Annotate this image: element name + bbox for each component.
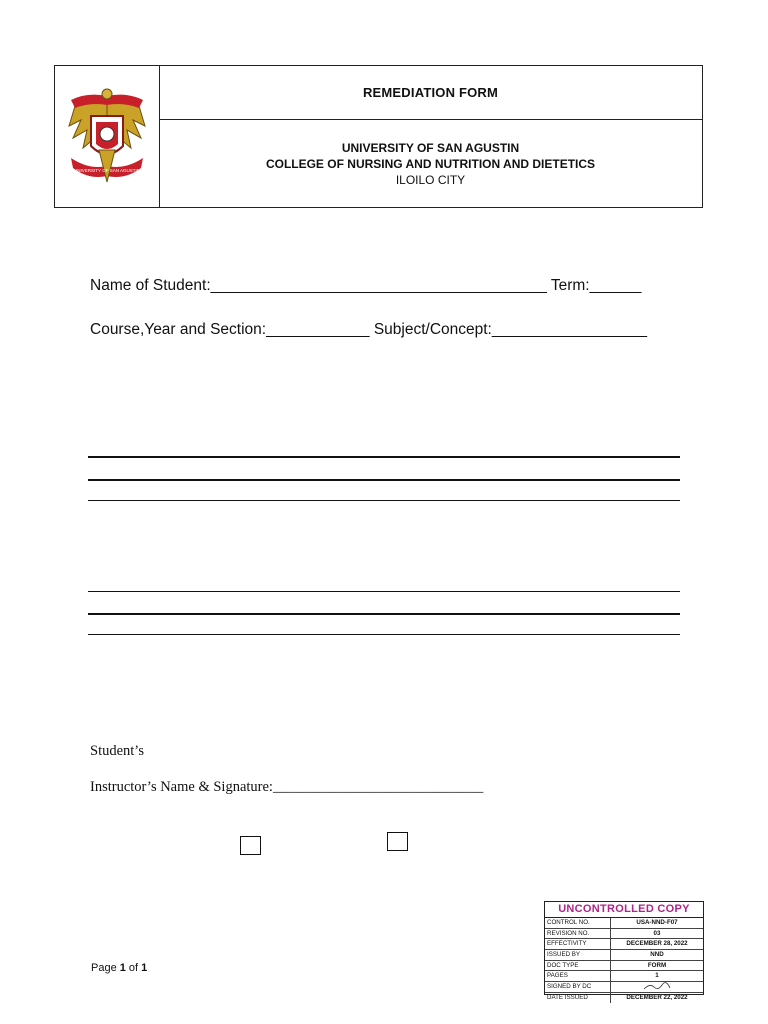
checkbox-2[interactable] [387,832,408,851]
stamp-value: 03 [653,929,661,937]
checkbox-1[interactable] [240,836,261,855]
instructor-signature-field[interactable]: Instructor’s Name & Signature:_____________________________ [90,779,484,795]
stamp-row [545,918,703,929]
page-prefix: Page [91,962,120,974]
stamp-key: ISSUED BY [545,950,611,960]
stamp-row [545,939,703,950]
stamp-key: PAGES [545,971,611,981]
stamp-key: REVISION NO. [545,929,611,939]
stamp-key: SIGNED BY DC [545,982,611,992]
answer-line[interactable] [88,479,680,481]
signature-scribble [611,982,703,992]
stamp-value: NND [650,951,664,959]
stamp-key: DATE ISSUED [545,993,611,1003]
answer-line[interactable] [88,456,680,458]
stamp-row [545,982,703,993]
stamp-row [545,993,703,1003]
answer-line[interactable] [88,613,680,615]
stamp-value: 1 [655,972,659,980]
stamp-value: FORM [647,961,667,969]
stamp-row [545,971,703,982]
answer-line[interactable] [88,591,680,592]
university-seal-logo [65,86,149,186]
stamp-key: CONTROL NO. [545,918,611,928]
city-name: ILOILO CITY [395,172,466,187]
stamp-value: DECEMBER 28, 2022 [626,940,688,948]
logo-cell [55,66,160,207]
stamp-row [545,950,703,961]
seal-banner-text: UNIVERSITY OF SAN AGUSTIN [74,168,140,173]
page-of: of [125,962,142,974]
stamp-row [545,961,703,972]
college-name: COLLEGE OF NURSING AND NUTRITION AND DIETETICS [265,156,596,171]
institution-block [159,120,702,207]
name-term-field[interactable]: Name of Student:_______________________________________ Term:______ [90,277,642,294]
stamp-value: DECEMBER 22, 2022 [626,993,688,1001]
stamp-title: UNCONTROLLED COPY [545,902,703,918]
uncontrolled-copy-stamp [544,901,704,1001]
university-name: UNIVERSITY OF SAN AGUSTIN [341,140,520,155]
stamp-key: DOC TYPE [545,961,611,971]
stamp-key: EFFECTIVITY [545,939,611,949]
stamp-row [545,929,703,940]
page-total: 1 [141,962,148,974]
form-title: REMEDIATION FORM [159,66,702,120]
page-number [91,962,147,974]
page-current: 1 [119,962,126,974]
students-label: Student’s [90,743,144,759]
course-subject-field[interactable]: Course,Year and Section:____________ Subject/Concept:__________________ [90,321,648,338]
form-header [54,65,703,208]
stamp-value: USA-NND-F07 [636,919,678,926]
answer-line[interactable] [88,500,680,501]
answer-line[interactable] [88,634,680,635]
